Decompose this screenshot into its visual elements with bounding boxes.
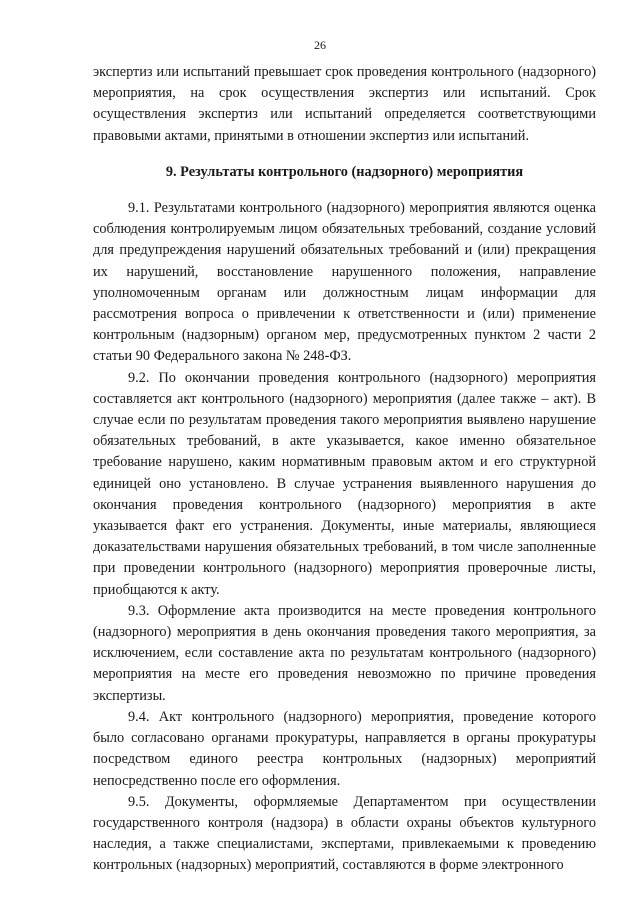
document-body <box>93 62 596 877</box>
paragraph-continuation: экспертиз или испытаний превышает срок проведения контрольного (надзорного) мероприятия, на срок осуществления экспертиз или испытаний. Срок осуществления экспертиз или испытаний определяется соответствующими правовыми актами, принятыми в отношении экспертиз или испытаний. <box>93 64 596 144</box>
section-heading: 9. Результаты контрольного (надзорного) мероприятия <box>165 163 524 180</box>
paragraph-9-5: 9.5. Документы, оформляемые Департаментом при осуществлении государственного контроля (надзора) в области охраны объектов культурного наследия, а также специалистами, экспертами, привлекаемыми к проведению контрольных (надзорных) мероприятий, составляются в форме электронного <box>93 793 596 874</box>
paragraph-9-2: 9.2. По окончании проведения контрольного (надзорного) мероприятия составляется акт контрольного (надзорного) мероприятия (далее также – акт). В случае если по результатам проведения такого мероприятия выявлено нарушение обязательных требований, в акте указывается, какое именно обязательное требование нарушено, каким нормативным правовым актом и его структурной единицей оно установлено. В случае устранения выявленного нарушения до окончания проведения контрольного (надзорного) мероприятия в акте указывается факт его устранения. Документы, иные материалы, являющиеся доказательствами нарушения обязательных требований, в том числе заполненные при проведении контрольного (надзорного) мероприятия проверочные листы, приобщаются к акту. <box>93 369 596 598</box>
paragraph-9-3: 9.3. Оформление акта производится на месте проведения контрольного (надзорного) мероприятия в день окончания проведения такого мероприятия, за исключением, если составление акта по результатам контрольного (надзорного) мероприятия на месте его проведения невозможно по причине проведения экспертизы. <box>93 602 596 704</box>
page-number: 26 <box>314 38 326 52</box>
paragraph-9-4: 9.4. Акт контрольного (надзорного) мероприятия, проведение которого было согласовано органами прокуратуры, направляется в органы прокуратуры посредством единого реестра контрольных (надзорных) мероприятий непосредственно после его оформления. <box>93 708 596 789</box>
paragraph-9-1: 9.1. Результатами контрольного (надзорного) мероприятия являются оценка соблюдения контролируемым лицом обязательных требований, создание условий для предупреждения нарушений обязательных требований и (или) прекращения их нарушений, восстановление нарушенного положения, направление уполномоченным органам или должностным лицам информации для рассмотрения вопроса о привлечении к ответственности и (или) применение контрольным (надзорным) органом мер, предусмотренных пунктом 2 части 2 статьи 90 Федерального закона № 248-ФЗ. <box>93 200 596 365</box>
